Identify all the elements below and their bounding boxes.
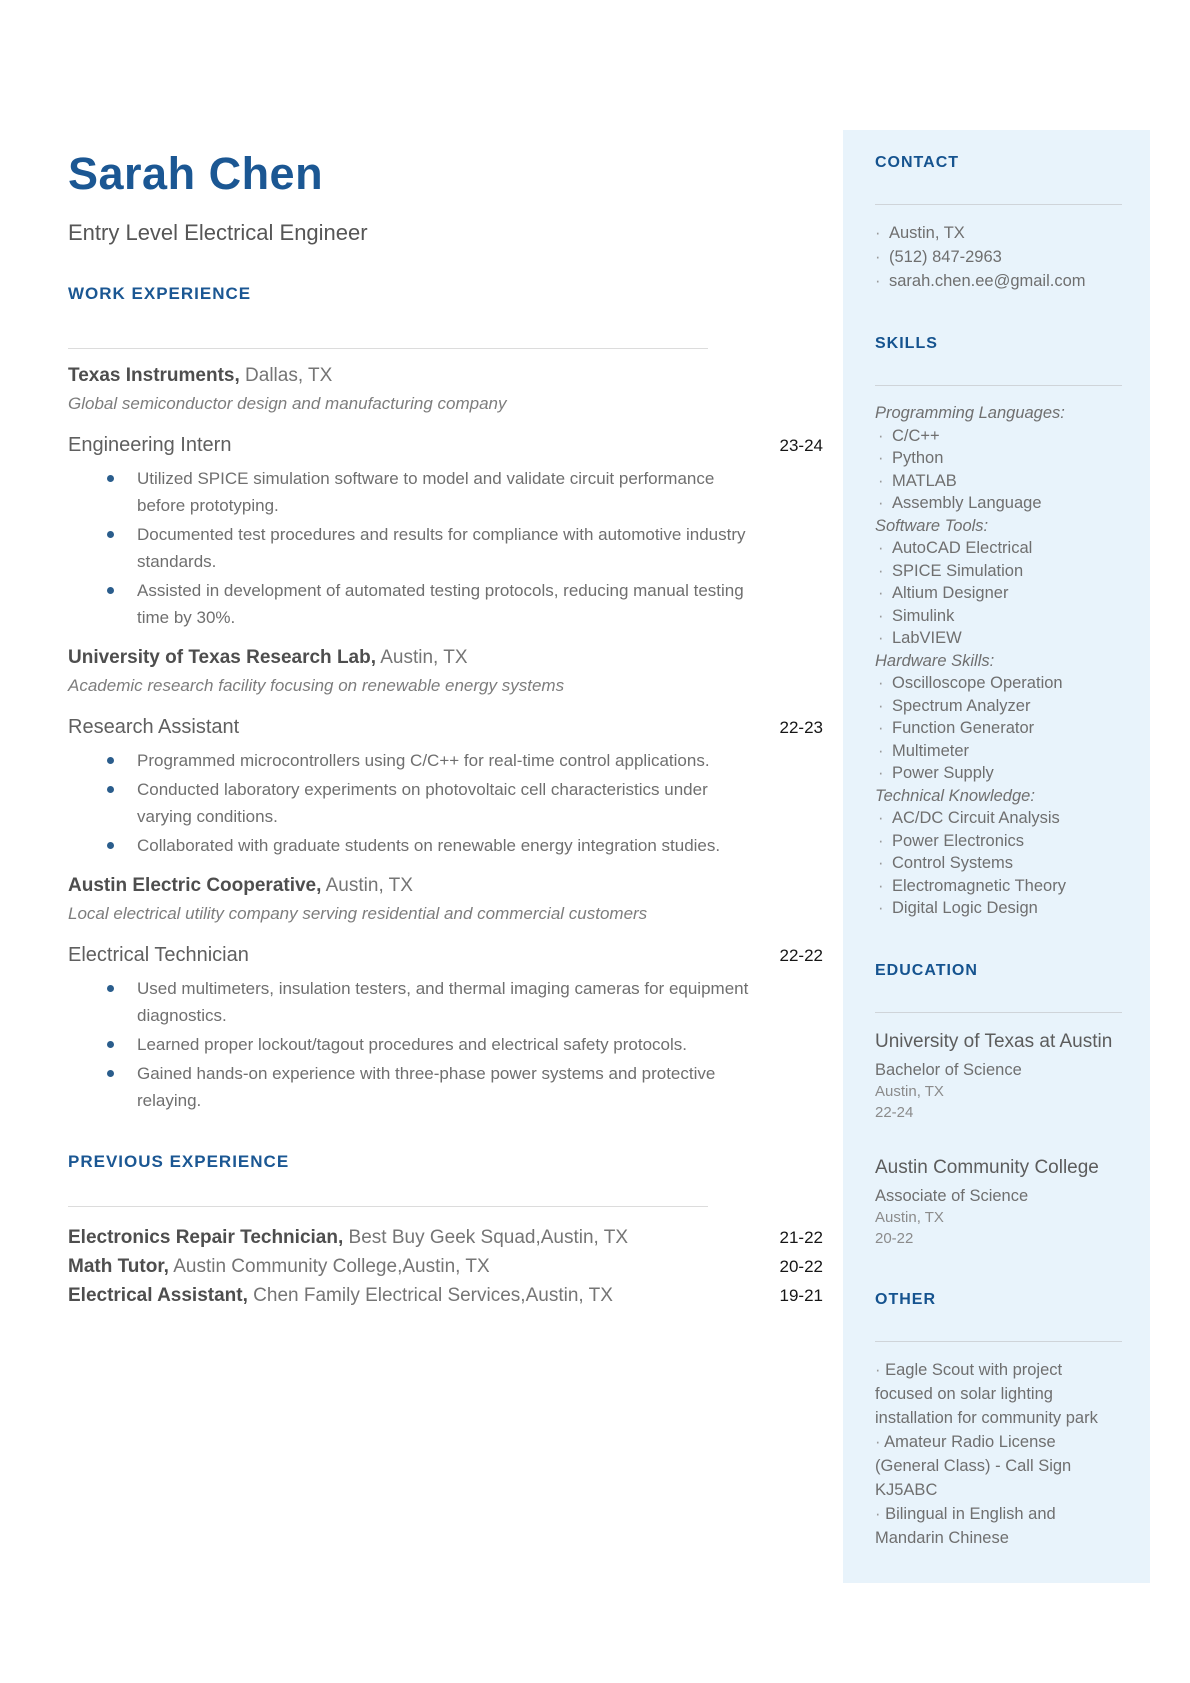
skill-item: · Oscilloscope Operation bbox=[875, 672, 1122, 695]
divider bbox=[875, 204, 1122, 205]
bullet-item: Documented test procedures and results for compliance with automotive industry standards. bbox=[68, 521, 823, 575]
section-heading-contact: CONTACT bbox=[875, 154, 960, 171]
education-entry bbox=[875, 1155, 1122, 1249]
previous-org: Austin Community College,Austin, TX bbox=[168, 1256, 490, 1277]
section-heading-education: EDUCATION bbox=[875, 961, 978, 979]
job-title: Engineering Intern bbox=[68, 434, 232, 456]
previous-role-org bbox=[68, 1285, 633, 1307]
education-entry bbox=[875, 1029, 1122, 1123]
skill-item: · AC/DC Circuit Analysis bbox=[875, 807, 1122, 830]
candidate-title: Entry Level Electrical Engineer bbox=[68, 220, 368, 245]
company-location: Dallas, TX bbox=[239, 365, 333, 386]
previous-role: Electrical Assistant, bbox=[68, 1285, 248, 1306]
previous-experience-row bbox=[68, 1285, 823, 1307]
skill-item: · Python bbox=[875, 447, 1122, 470]
company-location: Austin, TX bbox=[376, 647, 468, 668]
skill-item: · Simulink bbox=[875, 605, 1122, 628]
company-line bbox=[68, 647, 823, 669]
other-item: · Amateur Radio License (General Class) - Call Sign KJ5ABC bbox=[875, 1430, 1122, 1502]
company-description: Academic research facility focusing on renewable energy systems bbox=[68, 676, 565, 695]
company-description: Global semiconductor design and manufacturing company bbox=[68, 394, 507, 413]
school-location: Austin, TX bbox=[875, 1082, 944, 1100]
role-row bbox=[68, 434, 823, 457]
school-degree: Associate of Science bbox=[875, 1186, 1029, 1205]
skill-group-label: Software Tools: bbox=[875, 516, 989, 535]
job-dates: 22-22 bbox=[779, 946, 823, 965]
section-heading-work-experience: WORK EXPERIENCE bbox=[68, 284, 252, 303]
school-degree: Bachelor of Science bbox=[875, 1060, 1022, 1079]
candidate-name: Sarah Chen bbox=[68, 148, 324, 199]
sidebar-section-contact bbox=[875, 154, 1122, 293]
contact-location: · Austin, TX bbox=[875, 221, 1122, 245]
school-dates: 20-22 bbox=[875, 1229, 914, 1247]
other-item: · Eagle Scout with project focused on solar lighting installation for community park bbox=[875, 1358, 1122, 1430]
divider bbox=[875, 1341, 1122, 1342]
experience-entry bbox=[68, 365, 823, 631]
section-heading-previous-experience: PREVIOUS EXPERIENCE bbox=[68, 1152, 290, 1171]
role-row bbox=[68, 944, 823, 967]
skill-item: · Digital Logic Design bbox=[875, 897, 1122, 920]
skill-item: · AutoCAD Electrical bbox=[875, 537, 1122, 560]
sidebar-section-other bbox=[875, 1291, 1122, 1550]
section-heading-skills: SKILLS bbox=[875, 335, 938, 352]
divider bbox=[68, 348, 708, 349]
divider bbox=[875, 385, 1122, 386]
skill-group-label: Technical Knowledge: bbox=[875, 786, 1035, 805]
company-location: Austin, TX bbox=[321, 875, 413, 896]
bullet-list bbox=[68, 975, 823, 1114]
bullet-item: Utilized SPICE simulation software to model and validate circuit performance before prototyping. bbox=[68, 465, 823, 519]
skill-item: · SPICE Simulation bbox=[875, 560, 1122, 583]
contact-email: · sarah.chen.ee@gmail.com bbox=[875, 269, 1122, 293]
previous-role: Math Tutor, bbox=[68, 1256, 169, 1277]
divider bbox=[68, 1206, 708, 1207]
skill-group-label: Hardware Skills: bbox=[875, 651, 995, 670]
previous-org: Best Buy Geek Squad,Austin, TX bbox=[343, 1227, 629, 1248]
school-dates: 22-24 bbox=[875, 1103, 914, 1121]
main-column bbox=[68, 148, 823, 1307]
school-name: Austin Community College bbox=[875, 1156, 1099, 1178]
bullet-item: Collaborated with graduate students on renewable energy integration studies. bbox=[68, 832, 823, 859]
bullet-item: Gained hands-on experience with three-phase power systems and protective relaying. bbox=[68, 1060, 823, 1114]
company-description: Local electrical utility company serving residential and commercial customers bbox=[68, 904, 648, 923]
job-dates: 23-24 bbox=[779, 436, 823, 455]
previous-dates: 19-21 bbox=[779, 1286, 823, 1305]
previous-role-org bbox=[68, 1256, 510, 1278]
previous-experience-row bbox=[68, 1256, 823, 1278]
bullet-list bbox=[68, 465, 823, 631]
skill-group-label: Programming Languages: bbox=[875, 404, 1065, 422]
divider bbox=[875, 1012, 1122, 1013]
sidebar-section-education bbox=[875, 962, 1122, 1249]
company-name: Austin Electric Cooperative, bbox=[68, 875, 322, 896]
skill-item: · Power Supply bbox=[875, 762, 1122, 785]
school-location: Austin, TX bbox=[875, 1208, 944, 1226]
sidebar-section-skills bbox=[875, 335, 1122, 920]
company-line bbox=[68, 875, 823, 897]
bullet-item: Conducted laboratory experiments on photovoltaic cell characteristics under varying conditions. bbox=[68, 776, 823, 830]
bullet-item: Programmed microcontrollers using C/C++ for real-time control applications. bbox=[68, 747, 823, 774]
company-line bbox=[68, 365, 823, 387]
job-dates: 22-23 bbox=[779, 718, 823, 737]
skill-item: · Spectrum Analyzer bbox=[875, 695, 1122, 718]
other-item: · Bilingual in English and Mandarin Chinese bbox=[875, 1502, 1122, 1550]
skill-item: · Assembly Language bbox=[875, 492, 1122, 515]
previous-org: Chen Family Electrical Services,Austin, TX bbox=[247, 1285, 613, 1306]
school-name: University of Texas at Austin bbox=[875, 1030, 1113, 1052]
skill-item: · LabVIEW bbox=[875, 627, 1122, 650]
bullet-list bbox=[68, 747, 823, 859]
contact-phone: · (512) 847-2963 bbox=[875, 245, 1122, 269]
company-name: Texas Instruments, bbox=[68, 365, 240, 386]
experience-entry bbox=[68, 647, 823, 859]
section-heading-other: OTHER bbox=[875, 1290, 936, 1308]
skill-item: · Function Generator bbox=[875, 717, 1122, 740]
previous-dates: 20-22 bbox=[779, 1257, 823, 1276]
company-name: University of Texas Research Lab, bbox=[68, 647, 376, 668]
previous-dates: 21-22 bbox=[779, 1228, 823, 1247]
previous-experience-row bbox=[68, 1227, 823, 1249]
sidebar bbox=[843, 130, 1150, 1583]
bullet-item: Learned proper lockout/tagout procedures and electrical safety protocols. bbox=[68, 1031, 823, 1058]
skill-item: · Electromagnetic Theory bbox=[875, 875, 1122, 898]
skill-item: · Power Electronics bbox=[875, 830, 1122, 853]
skill-item: · Altium Designer bbox=[875, 582, 1122, 605]
previous-role: Electronics Repair Technician, bbox=[68, 1227, 344, 1248]
experience-entry bbox=[68, 875, 823, 1114]
bullet-item: Used multimeters, insulation testers, and thermal imaging cameras for equipment diagnostics. bbox=[68, 975, 823, 1029]
skill-item: · C/C++ bbox=[875, 425, 1122, 448]
bullet-item: Assisted in development of automated testing protocols, reducing manual testing time by 30%. bbox=[68, 577, 823, 631]
skill-item: · Multimeter bbox=[875, 740, 1122, 763]
job-title: Research Assistant bbox=[68, 716, 240, 738]
skill-item: · Control Systems bbox=[875, 852, 1122, 875]
skill-item: · MATLAB bbox=[875, 470, 1122, 493]
job-title: Electrical Technician bbox=[68, 944, 249, 966]
role-row bbox=[68, 716, 823, 739]
previous-role-org bbox=[68, 1227, 648, 1249]
